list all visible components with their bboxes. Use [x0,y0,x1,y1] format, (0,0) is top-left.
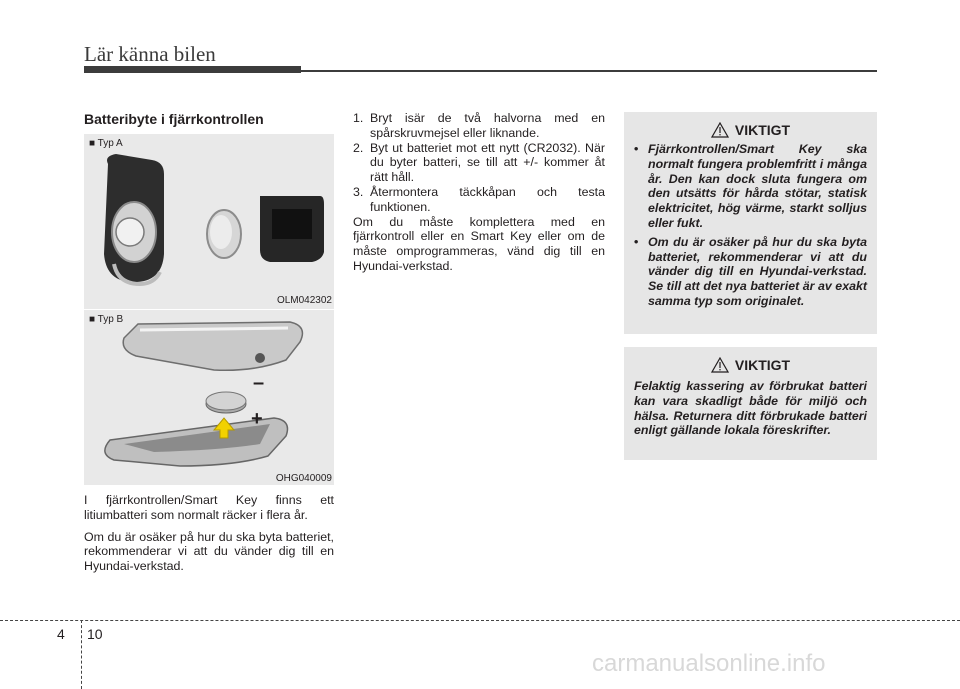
step-number: 3. [353,184,364,199]
step-item [353,111,605,141]
steps-note: Om du måste komplettera med en fjärrkontroll eller en Smart Key eller om de måste omprogrammeras, vänd dig till en Hyundai-verkstad. [353,214,605,273]
header-rule-thick [84,66,301,73]
step-text: Byt ut batteriet mot ett nytt (CR2032). När du byter batteri, se till att +/- kommer åt rätt håll. [370,140,605,185]
figure-type-b [84,309,334,485]
footer-divider [0,620,960,621]
warning-triangle-icon [711,122,729,138]
watermark: carmanualsonline.info [592,650,826,677]
page-header-title: Lär känna bilen [84,42,216,66]
warning-item: • Fjärrkontrollen/Smart Key ska normalt fungera problemfritt i många år. Den kan dock sluta fungera om den utsätts för hårda stötar, statisk elektricitet, hög värme, starkt solljus eller fukt. [634,142,867,230]
figure-type-a [84,134,334,309]
warning-box-1 [624,112,877,334]
key-fob-a-illustration [84,134,334,309]
warning-header [634,120,867,140]
warning-item-text: Fjärrkontrollen/Smart Key ska normalt fungera problemfritt i många år. Den kan dock sluta fungera om den utsätts för hårda stötar, statisk elektricitet, hög värme, starkt solljus eller fukt. [648,142,867,230]
minus-symbol: – [253,372,265,394]
warning-item-text: Om du är osäker på hur du ska byta batteriet, rekommenderar vi att du vänder dig till en Hyundai-verkstad. Se till att det nya batteriet är av exakt samma typ som originalet. [648,234,867,308]
intro-text [84,493,334,581]
warning-header [634,355,867,375]
header-rule-thin [301,70,877,72]
warning-item: • Om du är osäker på hur du ska byta batteriet, rekommenderar vi att du vänder dig till en Hyundai-verkstad. Se till att det nya batteriet är av exakt samma typ som originalet. [634,234,867,308]
chapter-number: 4 [57,626,65,642]
step-text: Bryt isär de två halvorna med en spårskruvmejsel eller liknande. [370,111,605,140]
footer-vertical-divider [81,620,82,689]
key-fob-b-illustration [84,310,334,485]
warning-triangle-icon [711,357,729,373]
plus-symbol: + [251,408,263,430]
warning-box-2 [624,347,877,460]
section-title: Batteribyte i fjärrkontrollen [84,111,264,127]
figure-b-code: OHG040009 [275,473,332,484]
step-item [353,185,605,215]
step-number: 1. [353,111,364,125]
page-number: 10 [87,626,103,642]
instruction-steps [353,111,605,274]
intro-paragraph-2: Om du är osäker på hur du ska byta batteriet, rekommenderar vi att du vänder dig till en Hyundai-verkstad. [84,529,334,574]
figure-a-tag: ■ Typ A [89,138,123,149]
intro-paragraph-1: I fjärrkontrollen/Smart Key finns ett litiumbatteri som normalt räcker i flera år. [84,493,334,522]
warning-text: Felaktig kassering av förbrukat batteri kan vara skadligt både för miljö och hälsa. Returnera ditt förbrukade batteri enligt gällande lokala föreskrifter. [634,379,867,438]
step-text: Återmontera täckkåpan och testa funktionen. [370,184,605,214]
warning-list [634,142,867,309]
step-number: 2. [353,140,364,155]
step-item [353,141,605,185]
figure-b-tag: ■ Typ B [89,314,124,325]
warning-title: VIKTIGT [734,122,791,138]
figure-a-code: OLM042302 [276,295,332,306]
warning-title: VIKTIGT [734,357,791,373]
